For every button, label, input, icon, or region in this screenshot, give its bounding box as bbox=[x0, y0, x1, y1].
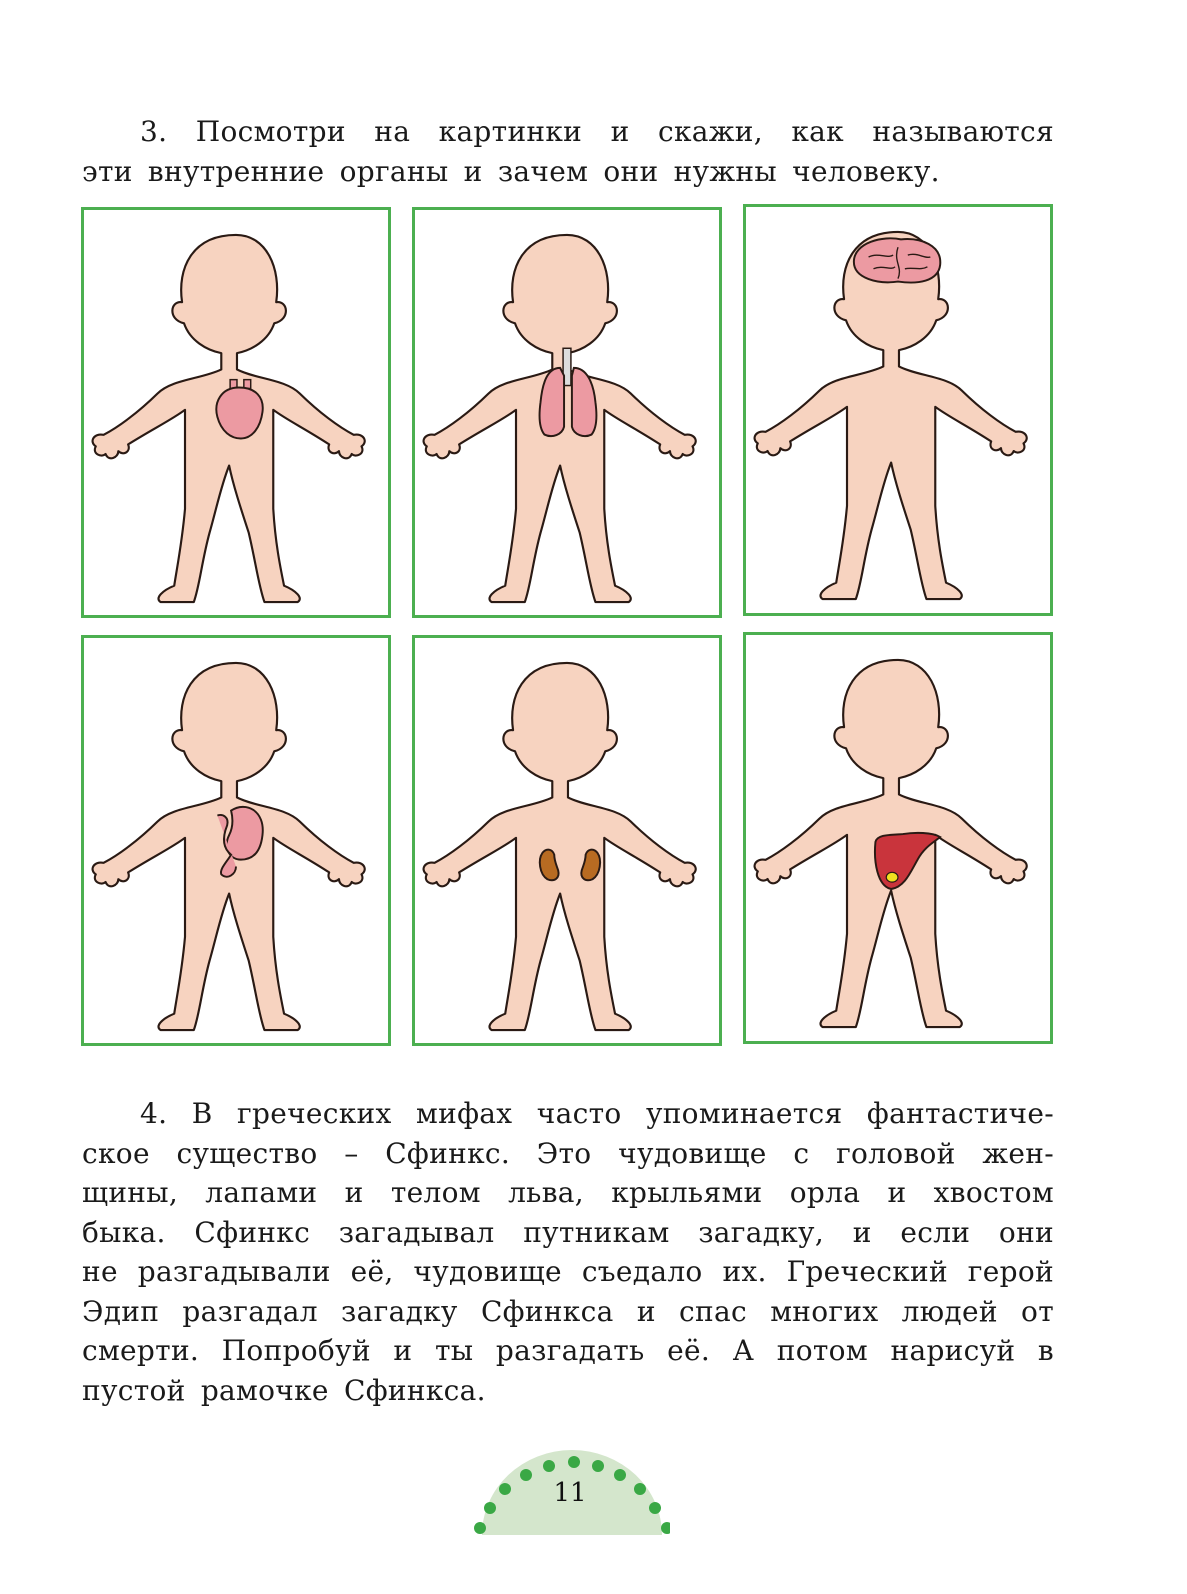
page-number: 11 bbox=[553, 1478, 587, 1508]
task-4-line: 4. В греческих мифах часто упоминается фантастиче- bbox=[140, 1097, 1054, 1130]
human-body-kidneys-illustration bbox=[415, 638, 719, 1043]
task-3-line: эти внутренние органы и зачем они нужны человеку. bbox=[82, 154, 940, 188]
kidneys-card bbox=[412, 635, 722, 1046]
task-4-text bbox=[82, 1094, 1054, 1410]
task-4-line: Эдип разгадал загадку Сфинкса и спас многих людей от bbox=[82, 1294, 1054, 1328]
human-body-heart-illustration bbox=[84, 210, 388, 615]
task-4-line: пустой рамочке Сфинкса. bbox=[82, 1373, 486, 1407]
human-body-stomach-illustration bbox=[84, 638, 388, 1043]
brain-icon bbox=[854, 238, 940, 282]
task-4-line: быка. Сфинкс загадывал путникам загадку, и если они bbox=[82, 1215, 1054, 1249]
lungs-card bbox=[412, 207, 722, 618]
task-3-line: 3. Посмотри на картинки и скажи, как называются bbox=[140, 115, 1054, 148]
page-number-badge bbox=[470, 1440, 670, 1540]
human-body-lungs-illustration bbox=[415, 210, 719, 615]
human-body-liver-illustration bbox=[746, 635, 1050, 1041]
task-4-line: не разгадывали её, чудовище съедало их. Греческий герой bbox=[82, 1255, 1054, 1288]
task-4-line: смерти. Попробуй и ты разгадать её. А потом нарисуй в bbox=[82, 1334, 1054, 1367]
brain-card bbox=[743, 204, 1053, 616]
task-4-line: ское существо – Сфинкс. Это чудовище с головой жен- bbox=[82, 1136, 1054, 1170]
heart-card bbox=[81, 207, 391, 618]
task-3-text bbox=[82, 112, 1054, 191]
human-body-brain-illustration bbox=[746, 207, 1050, 613]
liver-card bbox=[743, 632, 1053, 1044]
stomach-card bbox=[81, 635, 391, 1046]
task-4-line: щины, лапами и телом льва, крыльями орла и хвостом bbox=[82, 1176, 1054, 1209]
